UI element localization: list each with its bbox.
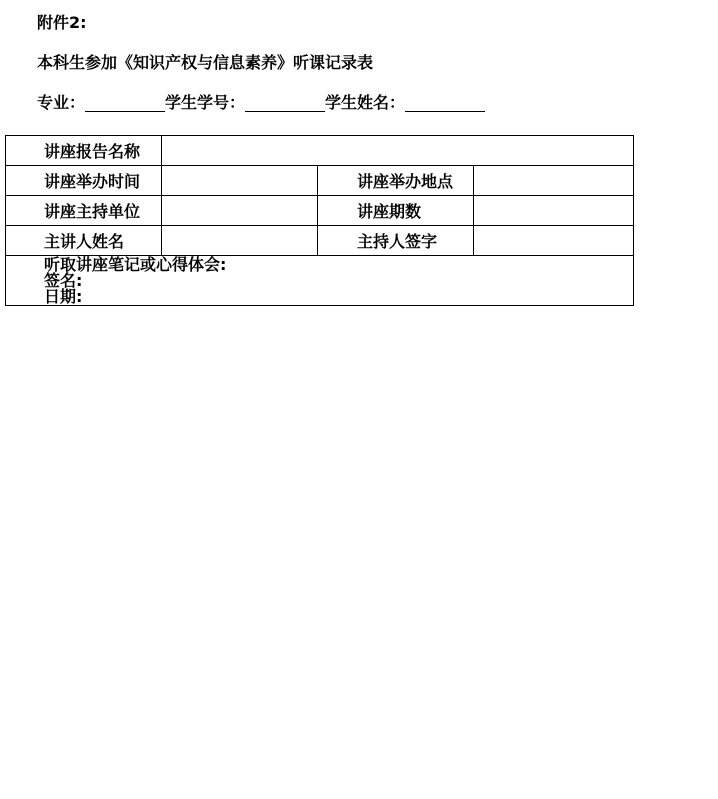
table-row	[6, 256, 634, 306]
session-no-label: 讲座期数	[318, 196, 474, 226]
student-name-label: 学生姓名：	[325, 93, 406, 112]
lecture-name-cell[interactable]	[162, 136, 634, 166]
lecture-name-label: 讲座报告名称	[6, 136, 162, 166]
lecture-place-cell[interactable]	[474, 166, 634, 196]
notes-cell[interactable]	[6, 256, 634, 306]
student-name-blank[interactable]	[405, 94, 485, 112]
form-title: 本科生参加《知识产权与信息素养》听课记录表	[37, 53, 374, 72]
speaker-name-label: 主讲人姓名	[6, 226, 162, 256]
table-row	[6, 196, 634, 226]
table-row	[6, 166, 634, 196]
session-no-cell[interactable]	[474, 196, 634, 226]
lecture-time-label: 讲座举办时间	[6, 166, 162, 196]
lecture-time-cell[interactable]	[162, 166, 318, 196]
sign-label: 签名:	[44, 271, 83, 290]
lecture-place-label: 讲座举办地点	[318, 166, 474, 196]
major-label: 专业：	[37, 93, 86, 112]
student-id-label: 学生学号：	[165, 93, 246, 112]
date-label: 日期:	[44, 287, 83, 306]
host-unit-cell[interactable]	[162, 196, 318, 226]
speaker-name-cell[interactable]	[162, 226, 318, 256]
student-id-blank[interactable]	[245, 94, 325, 112]
table-row	[6, 226, 634, 256]
lecture-record-table	[5, 135, 634, 306]
host-signature-label: 主持人签字	[318, 226, 474, 256]
attachment-label: 附件2:	[37, 13, 87, 32]
major-blank[interactable]	[85, 94, 165, 112]
host-signature-cell[interactable]	[474, 226, 634, 256]
host-unit-label: 讲座主持单位	[6, 196, 162, 226]
student-info-row	[37, 93, 485, 113]
table-row	[6, 136, 634, 166]
notes-label: 听取讲座笔记或心得体会:	[44, 255, 227, 274]
